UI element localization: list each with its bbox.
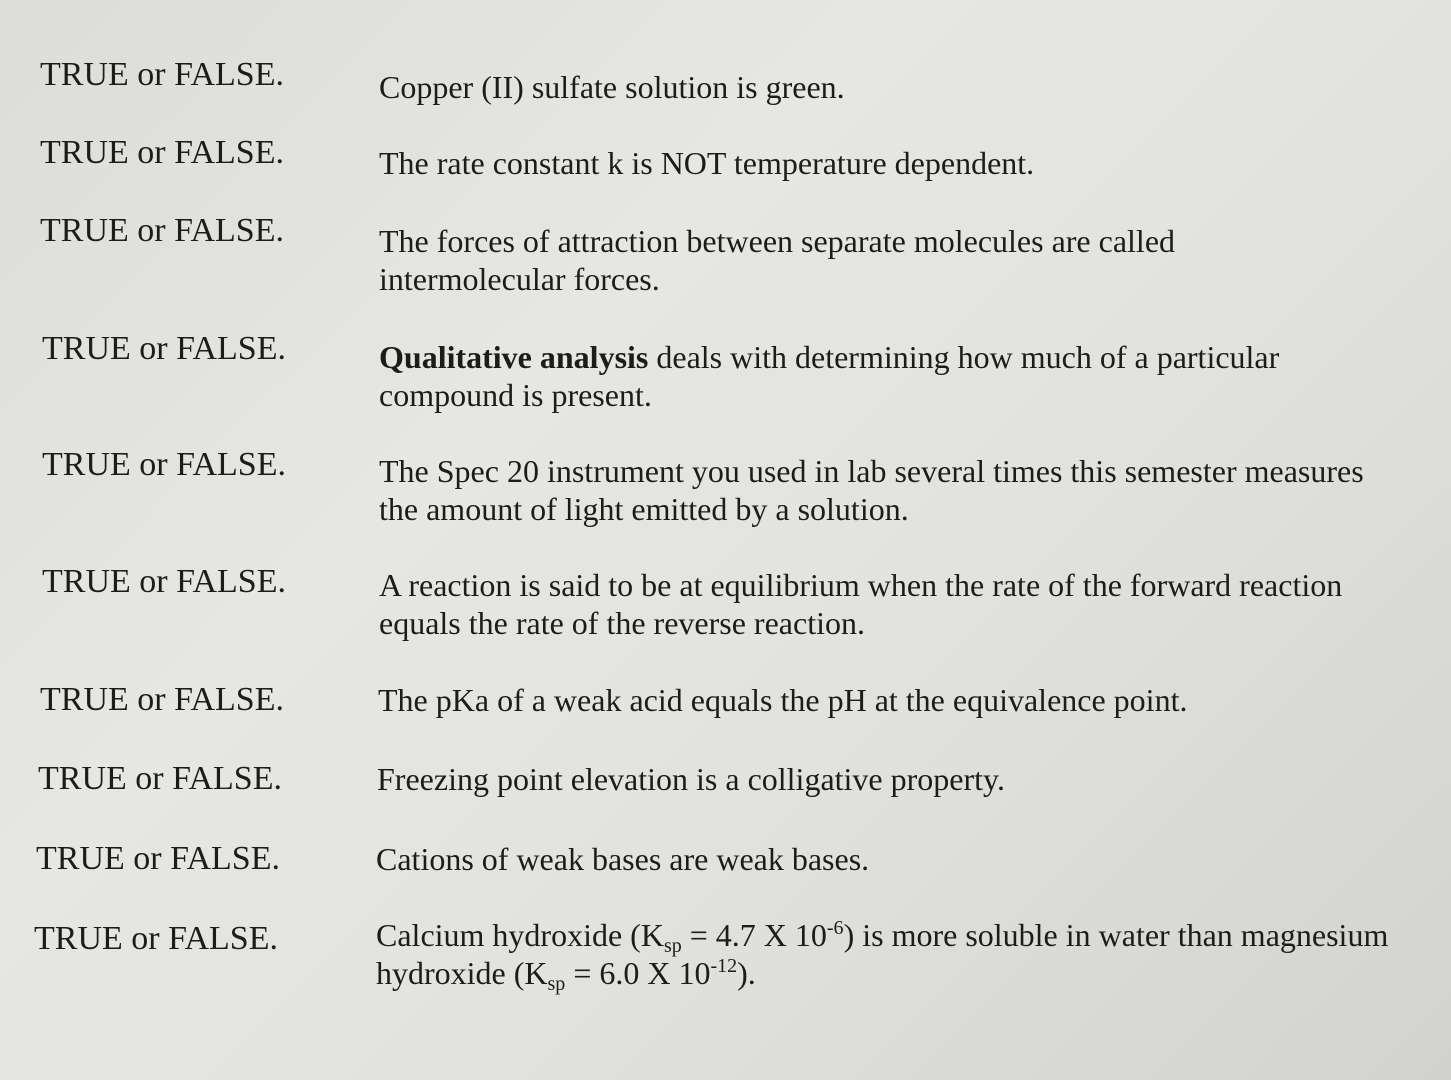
question-statement bbox=[379, 452, 1364, 528]
statement-text: = 6.0 X 10 bbox=[565, 955, 711, 991]
bold-term: Qualitative analysis bbox=[379, 339, 649, 375]
statement-line: The Spec 20 instrument you used in lab several times this semester measures bbox=[379, 453, 1364, 489]
statement-text: hydroxide (K bbox=[376, 955, 548, 991]
statement-text: Calcium hydroxide (K bbox=[376, 917, 664, 953]
statement-line bbox=[376, 916, 1389, 957]
statement-line: The forces of attraction between separate molecules are called bbox=[379, 223, 1176, 259]
exponent-superscript: -6 bbox=[826, 917, 844, 939]
statement-text: ) is more soluble in water than magnesium bbox=[843, 917, 1389, 953]
question-statement bbox=[379, 68, 845, 106]
statement-line: the amount of light emitted by a solution. bbox=[379, 491, 909, 527]
true-false-label: TRUE or FALSE. bbox=[34, 920, 278, 957]
exponent-superscript: -12 bbox=[710, 955, 738, 977]
statement-line: The rate constant k is NOT temperature dependent. bbox=[379, 145, 1035, 181]
statement-line: A reaction is said to be at equilibrium when the rate of the forward reaction bbox=[379, 567, 1343, 603]
statement-text: ). bbox=[737, 955, 756, 991]
question-statement bbox=[376, 916, 1389, 995]
statement-line: compound is present. bbox=[379, 377, 652, 413]
question-statement bbox=[379, 222, 1175, 298]
statement-line: equals the rate of the reverse reaction. bbox=[379, 605, 865, 641]
statement-text: deals with determining how much of a particular bbox=[648, 339, 1280, 375]
statement-line: Cations of weak bases are weak bases. bbox=[376, 841, 870, 877]
question-statement bbox=[379, 144, 1034, 182]
statement-line bbox=[379, 338, 1279, 376]
true-false-label: TRUE or FALSE. bbox=[38, 760, 282, 797]
ksp-subscript: sp bbox=[547, 973, 566, 995]
statement-line: The pKa of a weak acid equals the pH at the equivalence point. bbox=[378, 682, 1188, 718]
true-false-label: TRUE or FALSE. bbox=[36, 840, 280, 877]
true-false-label: TRUE or FALSE. bbox=[42, 446, 286, 483]
statement-line: intermolecular forces. bbox=[379, 261, 660, 297]
question-statement bbox=[379, 566, 1342, 642]
true-false-label: TRUE or FALSE. bbox=[42, 330, 286, 367]
question-statement bbox=[378, 681, 1187, 719]
true-false-label: TRUE or FALSE. bbox=[40, 56, 284, 93]
question-statement bbox=[377, 760, 1005, 798]
statement-line bbox=[376, 954, 1388, 995]
statement-line: Freezing point elevation is a colligative property. bbox=[377, 761, 1005, 797]
ksp-subscript: sp bbox=[663, 935, 682, 957]
statement-text: = 4.7 X 10 bbox=[681, 917, 827, 953]
question-statement bbox=[379, 338, 1279, 414]
true-false-label: TRUE or FALSE. bbox=[40, 134, 284, 171]
statement-line: Copper (II) sulfate solution is green. bbox=[379, 69, 845, 105]
true-false-label: TRUE or FALSE. bbox=[42, 563, 286, 600]
true-false-label: TRUE or FALSE. bbox=[40, 681, 284, 718]
true-false-label: TRUE or FALSE. bbox=[40, 212, 284, 249]
question-statement bbox=[376, 840, 869, 878]
